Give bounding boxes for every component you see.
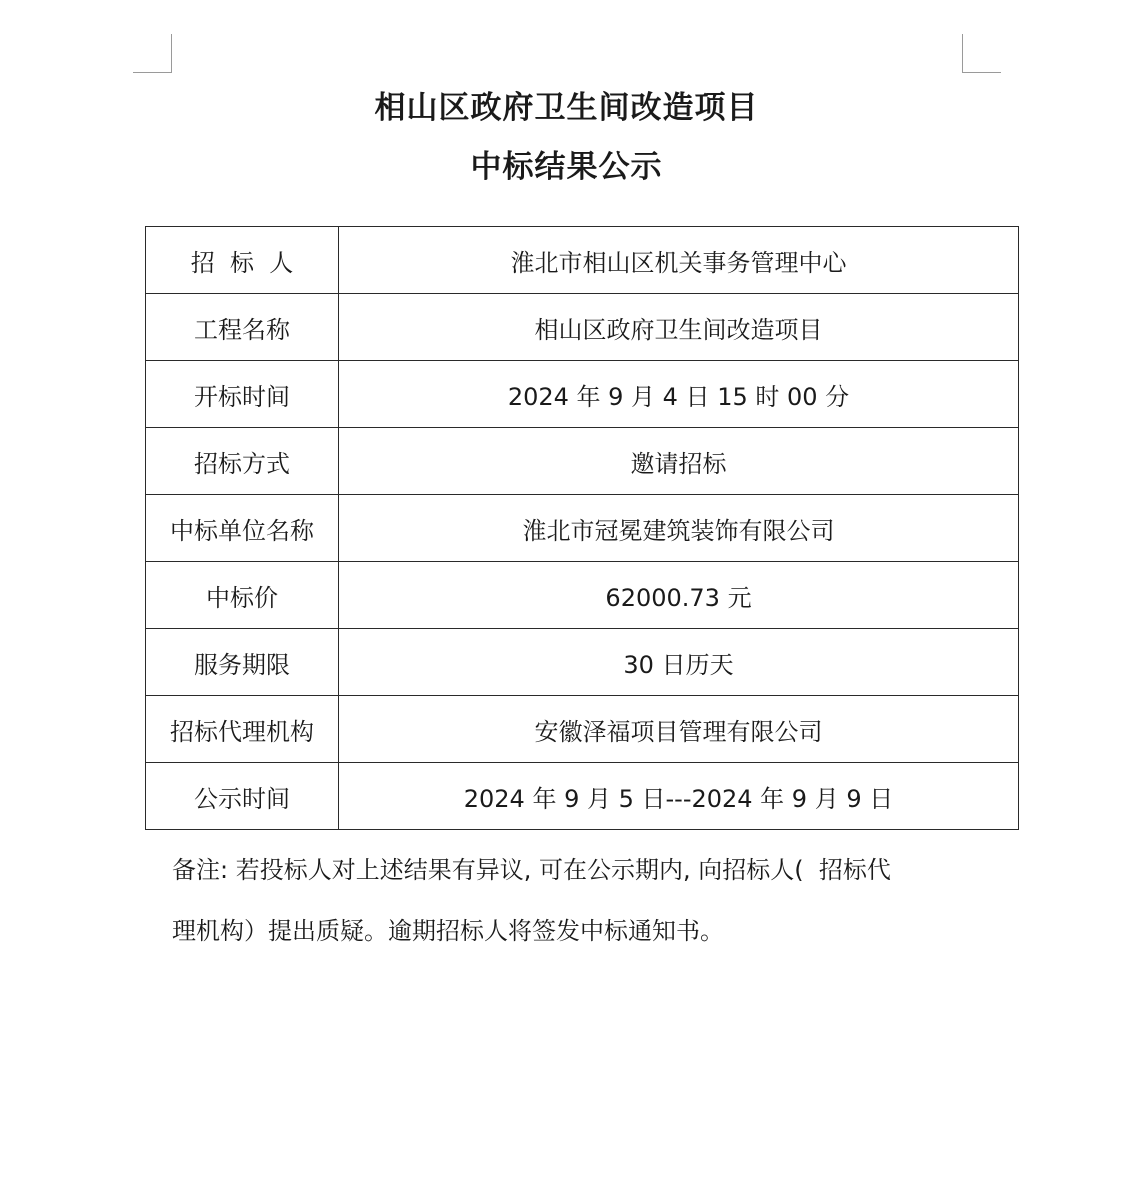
- table-row: [146, 428, 1019, 495]
- table-row: [146, 361, 1019, 428]
- document-title: 相山区政府卫生间改造项目: [374, 90, 759, 126]
- row-value: 淮北市相山区机关事务管理中心: [339, 227, 1019, 294]
- table-row: [146, 629, 1019, 696]
- document-subtitle: 中标结果公示: [470, 149, 663, 185]
- row-value: 62000.73 元: [339, 562, 1019, 629]
- row-label: 中标单位名称: [146, 495, 339, 562]
- row-value: 安徽泽福项目管理有限公司: [339, 696, 1019, 763]
- table-row: [146, 294, 1019, 361]
- table-row: [146, 763, 1019, 830]
- page-corner-mark-top-left: [133, 34, 172, 73]
- remark-note: [172, 840, 972, 962]
- table-row: [146, 227, 1019, 294]
- result-table: [145, 226, 1019, 830]
- row-value: 2024 年 9 月 5 日---2024 年 9 月 9 日: [339, 763, 1019, 830]
- row-label: 开标时间: [146, 361, 339, 428]
- row-label: 中标价: [146, 562, 339, 629]
- remark-line: 备注: 若投标人对上述结果有异议, 可在公示期内, 向招标人( 招标代: [172, 856, 891, 884]
- row-label: 招标方式: [146, 428, 339, 495]
- row-value: 2024 年 9 月 4 日 15 时 00 分: [339, 361, 1019, 428]
- row-label: 服务期限: [146, 629, 339, 696]
- row-value: 30 日历天: [339, 629, 1019, 696]
- row-value: 相山区政府卫生间改造项目: [339, 294, 1019, 361]
- table-row: [146, 562, 1019, 629]
- row-label: 工程名称: [146, 294, 339, 361]
- row-value: 邀请招标: [339, 428, 1019, 495]
- row-value: 淮北市冠冕建筑装饰有限公司: [339, 495, 1019, 562]
- remark-line: 理机构）提出质疑。逾期招标人将签发中标通知书。: [172, 917, 724, 945]
- table-row: [146, 495, 1019, 562]
- table-row: [146, 696, 1019, 763]
- row-label: 公示时间: [146, 763, 339, 830]
- row-label: 招 标 人: [146, 227, 339, 294]
- row-label: 招标代理机构: [146, 696, 339, 763]
- page-corner-mark-top-right: [962, 34, 1001, 73]
